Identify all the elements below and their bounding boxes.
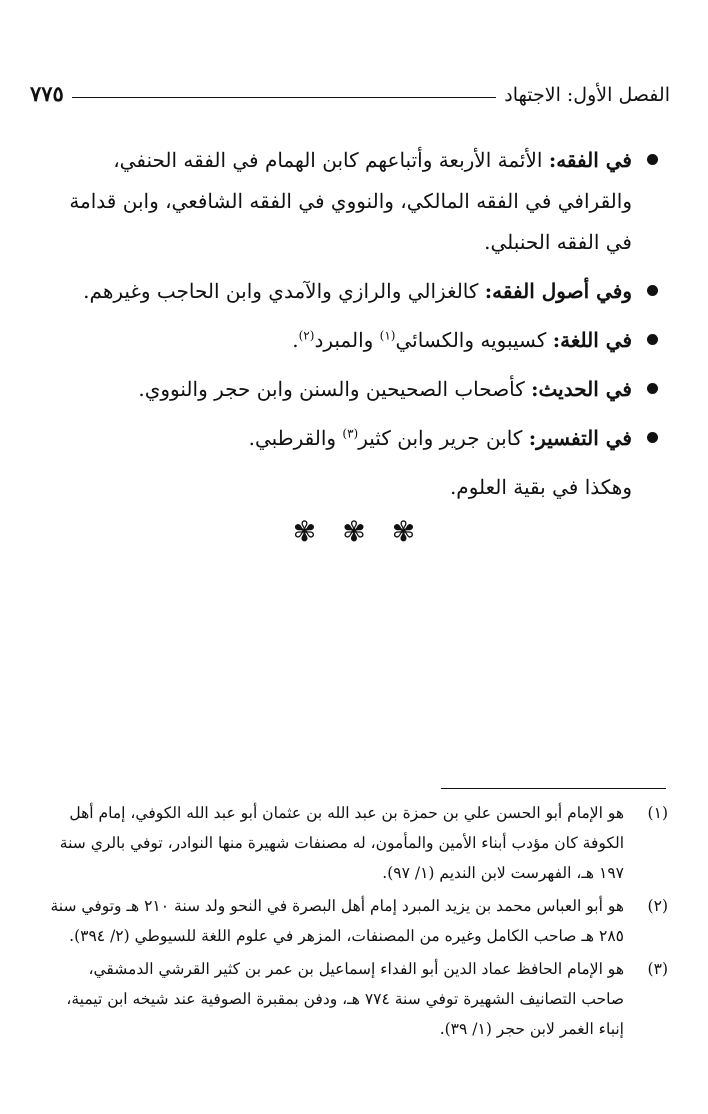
item-label: في اللغة: [552, 328, 632, 352]
footnote-ref-2[interactable]: (٢) [298, 328, 315, 343]
item-label: في الفقه: [548, 148, 632, 172]
item-label: في الحديث: [531, 377, 632, 401]
bullet-icon [647, 334, 658, 345]
closing-line: وهكذا في بقية العلوم. [449, 475, 632, 499]
list-item-usul [40, 271, 662, 312]
item-label: في التفسير: [528, 426, 632, 450]
item-text: الأئمة الأربعة وأتباعهم كابن الهمام في الفقه الحنفي، والقرافي في الفقه المالكي، والنووي في الفقه الشافعي، وابن قدامة في الفقه الحنبلي. [69, 148, 632, 254]
list-item-hadith [40, 369, 662, 410]
ornament-icon: ✾ [292, 515, 343, 548]
ornament-icon: ✾ [391, 515, 442, 548]
item-text: كسيبويه والكسائي [395, 328, 553, 352]
footnote-text: هو الإمام الحافظ عماد الدين أبو الفداء إسماعيل بن عمر بن كثير القرشي الدمشقي، صاحب التصانيف الشهيرة توفي سنة ٧٧٤ هـ، ودفن بمقبرة الصوفية عند شيخه ابن تيمية، إنباء الغمر لابن حجر (١/ ٣٩). [66, 960, 624, 1038]
footnote-1 [50, 798, 668, 888]
footnote-number: (٢) [647, 897, 668, 915]
footnote-2 [50, 891, 668, 951]
footnote-3 [50, 954, 668, 1044]
bullet-icon [647, 154, 658, 165]
item-text: كالغزالي والرازي والآمدي وابن الحاجب وغيرهم. [83, 279, 485, 303]
section-divider [0, 515, 708, 548]
item-text: كأصحاب الصحيحين والسنن وابن حجر والنووي. [138, 377, 532, 401]
footnote-text: هو الإمام أبو الحسن علي بن حمزة بن عبد الله بن عثمان أبو عبد الله الكوفي، إمام أهل الكوفة كان مؤدب أبناء الأمين والمأمون، له مصنفات شهيرة منها النوادر، توفي بالري سنة ١٩٧ هـ، الفهرست لابن النديم (١/ ٩٧). [59, 804, 624, 882]
main-text [40, 140, 662, 508]
footnote-number: (٣) [647, 960, 668, 978]
item-text: . [292, 328, 299, 352]
item-text: كابن جرير وابن كثير [358, 426, 529, 450]
item-label: وفي أصول الفقه: [484, 279, 632, 303]
header-rule [72, 97, 496, 98]
bullet-icon [647, 285, 658, 296]
list-item-tafsir [40, 418, 662, 459]
footnotes [50, 798, 668, 1047]
bullet-icon [647, 383, 658, 394]
item-text: والقرطبي. [248, 426, 343, 450]
footnote-text: هو أبو العباس محمد بن يزيد المبرد إمام أهل البصرة في النحو ولد سنة ٢١٠ هـ وتوفي سنة ٢٨٥ هـ صاحب الكامل وغيره من المصنفات، المزهر في علوم اللغة للسيوطي (٢/ ٣٩٤). [50, 897, 624, 945]
list-item-lugha [40, 320, 662, 361]
item-text: والمبرد [314, 328, 380, 352]
list-item-fiqh [40, 140, 662, 263]
page-number: ٧٧٥ [30, 81, 64, 106]
chapter-title: الفصل الأول: الاجتهاد [504, 84, 670, 106]
footnote-number: (١) [647, 804, 668, 822]
footnote-separator [441, 788, 666, 789]
ornament-icon: ✾ [342, 515, 392, 548]
footnote-ref-3[interactable]: (٣) [342, 426, 359, 441]
footnote-ref-1[interactable]: (١) [379, 328, 396, 343]
running-header [30, 74, 670, 106]
bullet-icon [647, 432, 658, 443]
